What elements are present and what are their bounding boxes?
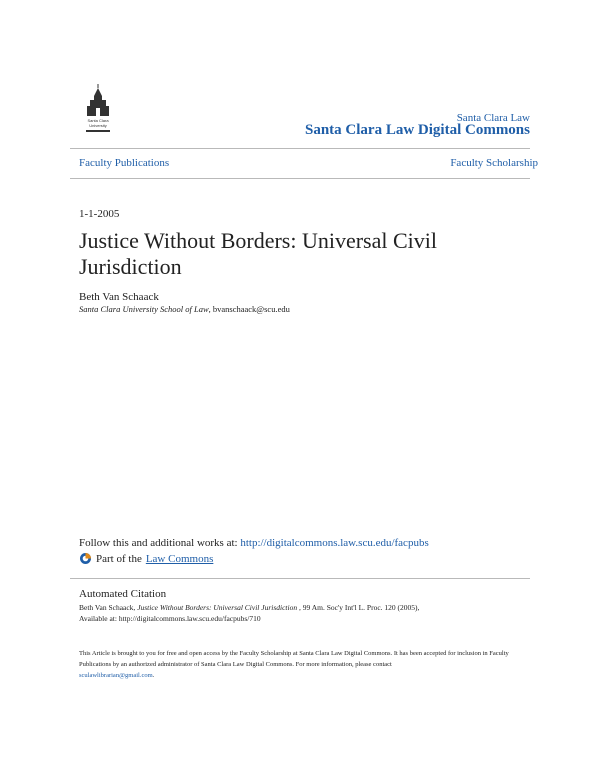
svg-text:University: University (89, 123, 107, 128)
divider-citation (70, 578, 530, 579)
citation-rest: , 99 Am. Soc'y Int'l L. Proc. 120 (2005), (297, 603, 420, 612)
citation-heading: Automated Citation (79, 588, 167, 600)
citation-available[interactable]: Available at: http://digitalcommons.law.scu.edu/facpubs/710 (79, 614, 261, 623)
network-commons-icon (79, 552, 92, 565)
article-date: 1-1-2005 (79, 208, 120, 220)
follow-link[interactable]: http://digitalcommons.law.scu.edu/facpubs (240, 537, 429, 549)
notice-text (79, 648, 529, 681)
notice-end: . (152, 672, 155, 679)
author-affiliation: Santa Clara University School of Law, bvanschaack@scu.edu (79, 304, 290, 314)
author-email[interactable]: bvanschaack@scu.edu (212, 304, 290, 314)
svg-text:Santa Clara: Santa Clara (87, 118, 109, 123)
article-title: Justice Without Borders: Universal Civil Jurisdiction (79, 228, 438, 279)
citation-text (79, 602, 529, 624)
article-author: Beth Van Schaack (79, 291, 159, 303)
site-title[interactable]: Santa Clara Law Digital Commons (304, 122, 530, 138)
part-of-line (79, 552, 213, 565)
divider-top (70, 148, 530, 149)
nav-faculty-publications[interactable]: Faculty Publications (79, 157, 170, 169)
site-subtitle[interactable]: Santa Clara Law (456, 112, 530, 124)
santa-clara-university-logo (80, 84, 116, 134)
citation-author: Beth Van Schaack, (79, 603, 138, 612)
contact-email-link[interactable]: sculawlibrarian@gmail.com (79, 672, 153, 679)
affiliation-name: Santa Clara University School of Law (79, 304, 209, 314)
follow-prefix: Follow this and additional works at: (79, 537, 241, 549)
citation-title: Justice Without Borders: Universal Civil Jurisdiction (137, 603, 298, 612)
law-commons-link[interactable]: Law Commons (145, 552, 214, 565)
follow-line (79, 537, 429, 549)
divider-nav (70, 178, 530, 179)
nav-faculty-scholarship[interactable]: Faculty Scholarship (450, 157, 538, 169)
partof-prefix: Part of the (96, 552, 142, 565)
notice-body: This Article is brought to you for free and open access by the Faculty Scholarship at Santa Clara Law Digital Commons. It has been accepted for inclusion in Faculty Publications by an authorized administrator of Santa Clara Law Digital Commons. For more information, please contact (79, 650, 509, 668)
